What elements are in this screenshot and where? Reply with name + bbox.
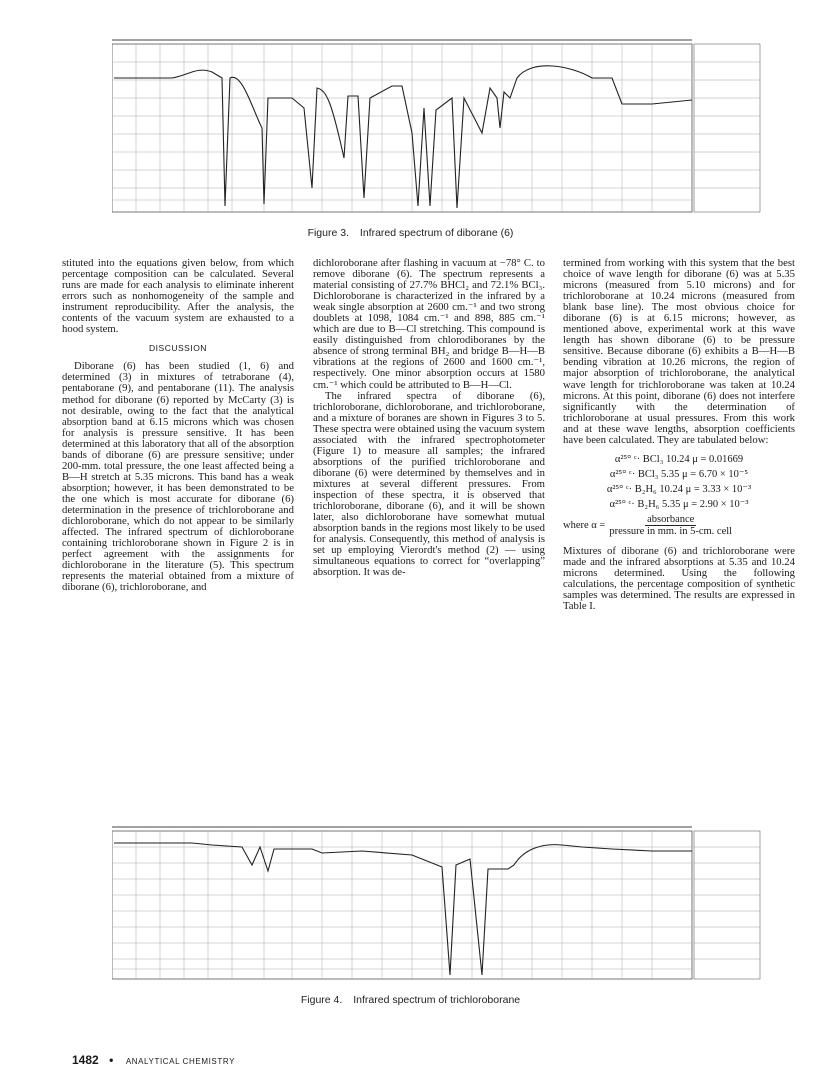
col2-paragraph-1: dichloroborane after flashing in vacuum at −78° C. to remove diborane (6). The spectrum represents a material consisting of 27.7% BHCl₂ and 72.1% BCl₃. Dichloroborane is characterized in the infrared by a weak single absorption at 2600 cm.⁻¹ and two strong doublets at 1098, 1084 cm.⁻¹ and 898, 885 cm.⁻¹ which are due to B—Cl stretching. This compound is easily distinguished from chlorodiboranes by the absence of strong terminal BH₂ and bridge B—H—B vibrations at the regions of 2600 and 1600 cm.⁻¹, respectively. One minor absorption occurs at 1580 cm.⁻¹ which could be attributed to B—H—Cl. <box>313 257 545 391</box>
figure-4-title: Infrared spectrum of trichloroborane <box>353 994 521 1006</box>
text-column-1 <box>62 258 294 593</box>
figure-3-label: Figure 3. <box>307 227 349 239</box>
figure-3-title: Infrared spectrum of diborane (6) <box>359 227 514 239</box>
alpha-definition <box>563 514 795 537</box>
figure-3-caption <box>0 227 821 239</box>
figure-3-spectrum <box>112 38 762 218</box>
equation-3: α²⁵° ᶜ· B₂H₆ 10.24 μ = 3.33 × 10⁻³ <box>606 483 752 495</box>
discussion-heading: DISCUSSION <box>149 343 207 354</box>
equation-2: α²⁵° ᶜ· BCl₃ 5.35 μ = 6.70 × 10⁻⁵ <box>609 468 749 480</box>
text-column-2 <box>313 258 545 578</box>
figure-4-spectrum <box>112 825 762 985</box>
col3-paragraph-2: Mixtures of diborane (6) and trichloroborane were made and the infrared absorptions at 5.35 and 10.24 microns determined. Using the following calculations, the percentage composition of synthetic samples was determined. The results are expressed in Table I. <box>563 545 795 613</box>
alpha-fraction <box>609 514 732 537</box>
where-label: where α = <box>563 520 606 531</box>
equation-4: α²⁵° ᶜ· B₂H₆ 5.35 μ = 2.90 × 10⁻³ <box>609 498 749 510</box>
figure-4-label: Figure 4. <box>300 994 343 1006</box>
col1-paragraph-2: Diborane (6) has been studied (1, 6) and determined (3) in mixtures of tetraborane (4), pentaborane (9), and pentaborane (11). The analysis method for diborane (6) reported by McCarty (3) is not desirable, owing to the fact that the analytical absorption band at 6.15 microns which was chosen for analysis is pressure sensitive. It has been determined at this laboratory that all of the absorption bands of diborane (6) are pressure sensitive; under 200-mm. total pressure, the one least affected being a B—H stretch at 5.35 microns. This band has a weak absorption; however, it has been demonstrated to be the one which is most accurate for diborane (6) determination in the presence of trichloroborane and dichloroborane, which do not appear to be similarly affected. The infrared spectrum of dichloroborane containing trichloroborane shown in Figure 2 is in perfect agreement with the assignments for dichloroborane in the literature (5). This spectrum represents the material obtained from a mixture of diborane (6), trichloroborane, and <box>62 360 294 594</box>
col2-paragraph-2: The infrared spectra of diborane (6), trichloroborane, dichloroborane, and trichloroborane, and a mixture of boranes are shown in Figures 3 to 5. These spectra were obtained using the vacuum system associated with the infrared spectrophotometer (Figure 1) to measure all samples; the infrared absorptions of the purified trichloroborane and diborane (6) were determined by themselves and in mixtures at several different pressures. From inspection of these spectra, it is observed that trichloroborane, diborane (6), and it will be shown later, also dichloroborane have somewhat mutual absorption bands in the regions most likely to be used for analysis. Consequently, this method of analysis is set up employing Vierordt's method (2) — using simultaneous equations to correct for “overlapping” absorption. It was de- <box>313 389 545 579</box>
fraction-denominator: pressure in mm. in 5-cm. cell <box>609 526 733 538</box>
figure-4-caption <box>0 994 821 1006</box>
col1-paragraph-1: stituted into the equations given below, from which percentage composition can be calculated. Several runs are made for each analysis to eliminate inherent errors such as nonhomogeneity of the sample and instrument reproducibility. After the analysis, the contents of the vacuum system are exhausted to a hood system. <box>62 257 294 336</box>
col3-paragraph-1: termined from working with this system that the best choice of wave length for diborane (6) was at 5.35 microns (measured from 5.10 microns) and for trichloroborane at 10.24 microns (measured from blank base line). The most obvious choice for diborane (6) is at 6.15 microns; however, as mentioned above, experimental work at this wave length has shown diborane (6) to be pressure sensitive. Because diborane (6) exhibits a B—H—B bending vibration at 10.26 microns, the region of major absorption of trichloroborane, the analytical wave length for trichloroborane was taken at 10.24 microns. At this point, diborane (6) does not interfere significantly with the determination of trichloroborane at usual pressures. From this work and at these wave lengths, absorption coefficients have been calculated. They are tabulated below: <box>563 257 795 446</box>
fraction-numerator: absorbance <box>647 513 695 525</box>
footer-bullet: • <box>109 1053 114 1067</box>
page-footer <box>72 1051 235 1069</box>
page-number: 1482 <box>72 1053 99 1067</box>
journal-name: ANALYTICAL CHEMISTRY <box>125 1057 236 1066</box>
equation-1: α²⁵° ᶜ· BCl₃ 10.24 μ = 0.01669 <box>614 453 744 465</box>
text-column-3 <box>563 258 795 612</box>
figure-4-chart <box>112 825 762 985</box>
figure-3-chart <box>112 38 762 218</box>
